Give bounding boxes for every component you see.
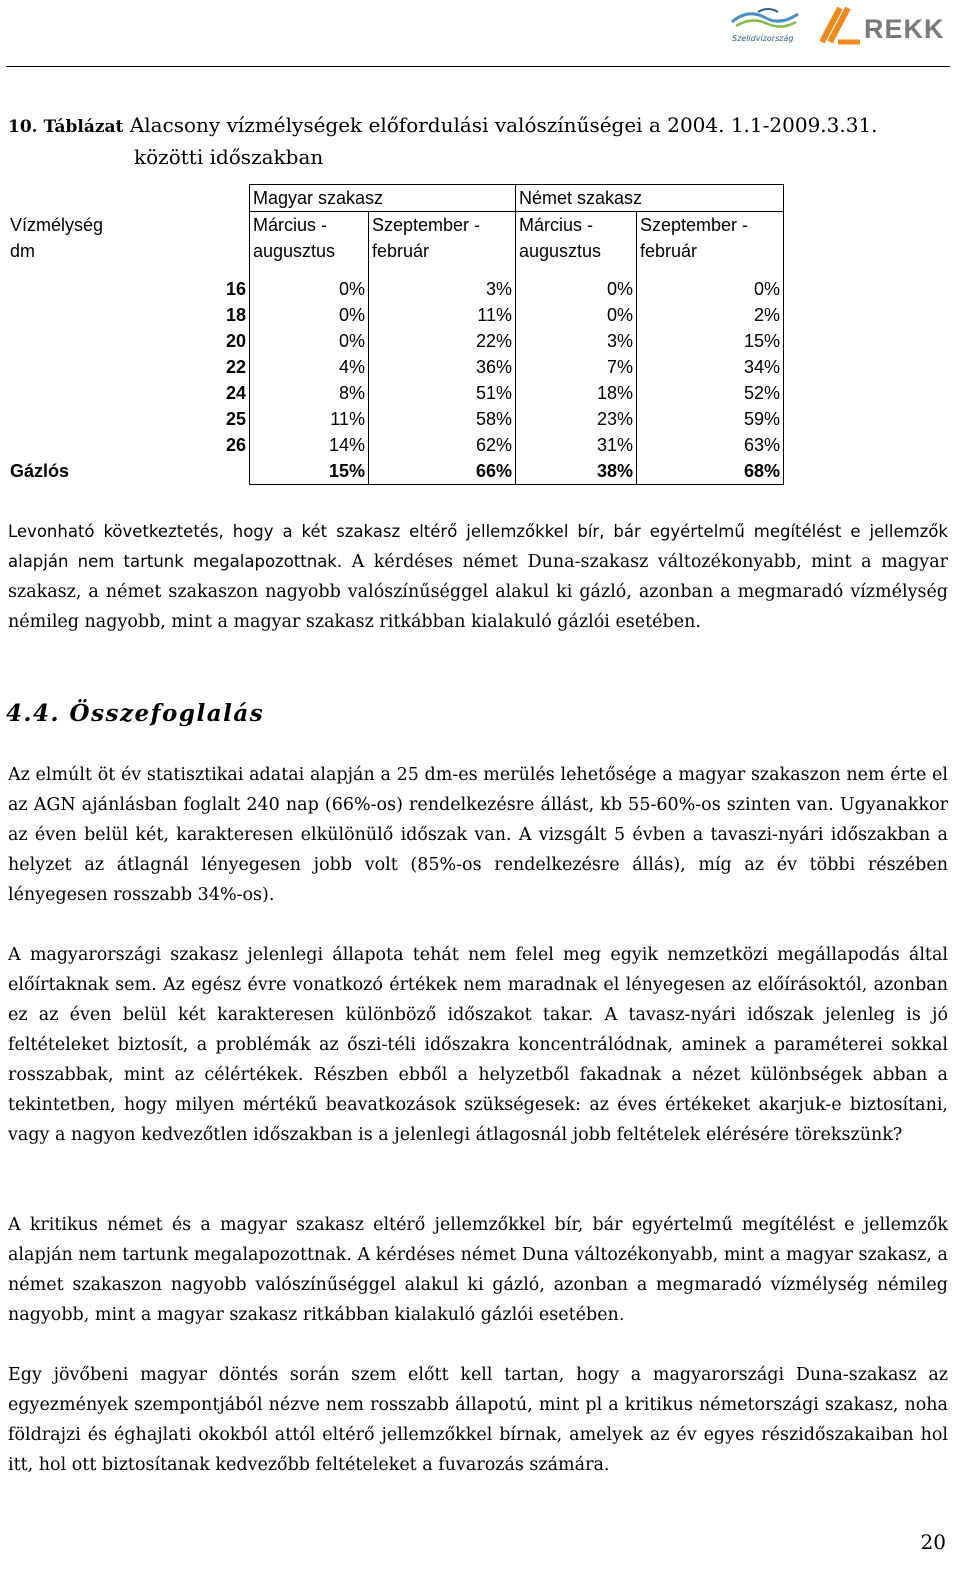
value-cell: 11% — [369, 302, 516, 328]
rekk-logo — [818, 4, 950, 46]
col-depth-label-2: dm — [10, 241, 36, 261]
depth-cell: 20 — [225, 331, 246, 351]
value-cell: 62% — [369, 432, 516, 458]
group-german: Német szakasz — [516, 185, 784, 212]
value-cell: 11% — [250, 406, 369, 432]
table-caption — [8, 110, 948, 172]
summary-paragraph-4: Egy jövőbeni magyar döntés során szem előtt kell tartan, hogy a magyarországi Duna-szakasz az egyezmények szempontjából nézve nem rosszabb állapotú, mint pl a kritikus németországi szakasz, noha földrajzi és éghajlati okokból attól eltérő jellemzőkkel bírnak, amelyek az év egyes részidőszakaiban hol itt, hol ott biztosítanak kedvezőbb feltételeket a fuvarozás számára. — [8, 1365, 948, 1475]
col-de-b-label-2: február — [637, 238, 784, 264]
section-heading: 4.4. Összefoglalás — [6, 700, 265, 727]
caption-line2: közötti időszakban — [134, 145, 324, 169]
col-hu-a-label-2: augusztus — [250, 238, 369, 264]
value-cell: 18% — [516, 380, 637, 406]
value-cell: 4% — [250, 354, 369, 380]
value-cell: 0% — [250, 302, 369, 328]
table-row — [7, 432, 784, 458]
table-row — [7, 406, 784, 432]
value-cell: 63% — [637, 432, 784, 458]
summary-paragraph-3: A kritikus német és a magyar szakasz eltérő jellemzőkkel bír, bár egyértelmű megítélést e jellemzők alapján nem tartunk megalapozottnak. A kérdéses német Duna változékonyabb, mint a magyar szakasz, a német szakaszon nagyobb valószínűséggel alakul ki gázló, azonban a megmaradó vízmélység némileg nagyobb, mint a magyar szakasz ritkábban kialakuló gázlói esetében. — [8, 1215, 948, 1325]
value-cell: 59% — [637, 406, 784, 432]
depth-cell: 18 — [225, 305, 246, 325]
col-de-a-label-2: augusztus — [516, 238, 637, 264]
table-header-row-2 — [7, 212, 784, 239]
total-cell: 68% — [637, 458, 784, 485]
conclusion-sentence-2: A kérdéses német Duna-szakasz változékonyabb, mint a magyar szakasz, a német szakaszon nagyobb valószínűséggel alakul ki gázló, azonban a megmaradó vízmélység némileg nagyobb, mint a magyar szakasz ritkábban kialakuló gázlói esetében. — [8, 552, 948, 632]
total-cell: 15% — [250, 458, 369, 485]
page-number: 20 — [920, 1530, 946, 1554]
table-row — [7, 302, 784, 328]
value-cell: 3% — [369, 276, 516, 302]
caption-line1: Alacsony vízmélységek előfordulási valószínűségei a 2004. 1.1-2009.3.31. — [123, 113, 878, 137]
col-de-a-label-1: Március - — [516, 212, 637, 239]
depth-cell: 24 — [225, 383, 246, 403]
value-cell: 22% — [369, 328, 516, 354]
value-cell: 14% — [250, 432, 369, 458]
summary-paragraph-2: A magyarországi szakasz jelenlegi állapota tehát nem felel meg egyik nemzetközi megállapodás által előírtaknak sem. Az egész évre vonatkozó értékek nem maradnak el lényegesen az előírásoktól, azonban ez az éven belül két karakteresen különböző időszakot takar. A tavasz-nyári időszak jelenleg is jó feltételeket biztosít, a problémák az őszi-téli időszakra koncentrálódnak, aminek a paraméterei sokkal rosszabbak, mint az célértékek. Részben ebből a helyzetből fakadnak a nézet különbségek abban a tekintetben, hogy milyen mértékű beavatkozások szükségesek: az éves értékeket akarjuk-e biztosítani, vagy a nagyon kedvezőtlen időszakban is a jelenlegi átlagosnál jobb feltételek elérésére törekszünk? — [8, 945, 948, 1145]
col-de-b-label-1: Szeptember - — [637, 212, 784, 239]
value-cell: 15% — [637, 328, 784, 354]
value-cell: 52% — [637, 380, 784, 406]
conclusion-paragraph — [8, 517, 948, 637]
value-cell: 0% — [516, 302, 637, 328]
value-cell: 0% — [516, 276, 637, 302]
szelidvizorszag-logo — [728, 4, 803, 46]
caption-label: 10. Táblázat — [8, 117, 124, 137]
value-cell: 0% — [637, 276, 784, 302]
col-hu-b-label-2: február — [369, 238, 516, 264]
logo-right-text: REKK — [864, 14, 945, 44]
value-cell: 7% — [516, 354, 637, 380]
logo-left-text: Szelídvízország — [732, 34, 794, 43]
table-header-row-3 — [7, 238, 784, 264]
table-row — [7, 276, 784, 302]
header-rule — [6, 66, 950, 67]
col-hu-a-label-1: Március - — [250, 212, 369, 239]
summary-paragraph-1: Az elmúlt öt év statisztikai adatai alapján a 25 dm-es merülés lehetősége a magyar szakaszon nem érte el az AGN ajánlásban foglalt 240 nap (66%-os) rendelkezésre állást, kb 55-60%-os szinten van. Ugyanakkor az éven belül két, karakteresen elkülönülő időszak van. A vizsgált 5 évben a tavaszi-nyári időszakban a helyzet az átlagnál lényegesen jobb volt (85%-os rendelkezésre állás), míg az év többi részében lényegesen rosszabb 34%-os). — [8, 765, 948, 905]
depth-cell: 26 — [225, 435, 246, 455]
value-cell: 31% — [516, 432, 637, 458]
value-cell: 23% — [516, 406, 637, 432]
total-cell: 38% — [516, 458, 637, 485]
value-cell: 36% — [369, 354, 516, 380]
value-cell: 8% — [250, 380, 369, 406]
table-total-row — [7, 458, 784, 485]
col-hu-b-label-1: Szeptember - — [369, 212, 516, 239]
value-cell: 34% — [637, 354, 784, 380]
value-cell: 2% — [637, 302, 784, 328]
depth-cell: 16 — [225, 279, 246, 299]
value-cell: 51% — [369, 380, 516, 406]
table-row — [7, 380, 784, 406]
value-cell: 3% — [516, 328, 637, 354]
table-row — [7, 354, 784, 380]
col-depth-label-1: Vízmélység — [10, 214, 104, 235]
value-cell: 0% — [250, 276, 369, 302]
page-header — [0, 0, 960, 70]
conclusion-sentence-1: Levonható következtetés, hogy a két szakasz eltérő jellemzőkkel bír, bár egyértelmű megítélést e jellemzők alapján nem tartunk megalapozottnak. — [8, 522, 948, 571]
total-label-cell: Gázlós — [10, 461, 70, 482]
table-header-row-1 — [7, 185, 784, 212]
group-hungarian: Magyar szakasz — [250, 185, 516, 212]
value-cell: 58% — [369, 406, 516, 432]
table-row — [7, 328, 784, 354]
table-spacer — [7, 264, 784, 276]
depth-cell: 25 — [225, 409, 246, 429]
value-cell: 0% — [250, 328, 369, 354]
total-cell: 66% — [369, 458, 516, 485]
depth-cell: 22 — [225, 357, 246, 377]
depth-probability-table — [7, 184, 784, 485]
